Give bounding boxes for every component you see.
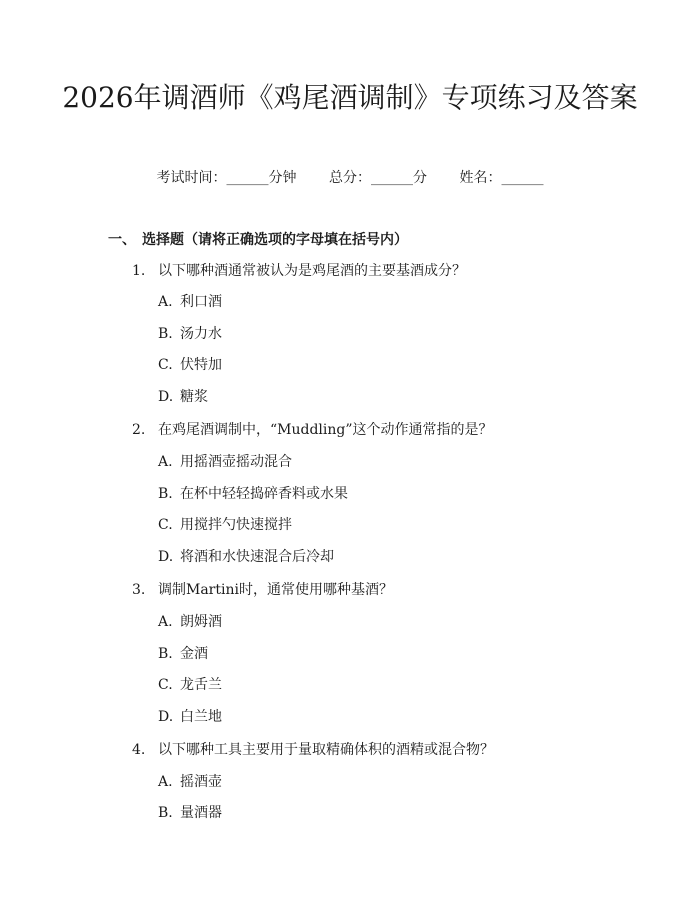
option-text: 量酒器 [180,805,222,821]
question-text: 调制Martini时，通常使用哪种基酒？ [158,582,393,598]
option-letter: B. [158,326,173,342]
option-text: 用搅拌勺快速搅拌 [180,517,292,533]
document-title: 2026年调酒师《鸡尾酒调制》专项练习及答案 [62,81,638,114]
question-4 [132,740,494,760]
option-text: 糖浆 [180,389,208,405]
option-4b [158,803,222,823]
option-1c [158,355,222,375]
option-letter: D. [158,389,174,405]
option-letter: C. [158,677,173,693]
option-letter: A. [158,294,173,310]
option-letter: D. [158,549,174,565]
option-4a [158,772,222,792]
section-title: 选择题（请将正确选项的字母填在括号内） [142,232,408,248]
option-letter: B. [158,646,173,662]
option-letter: A. [158,774,173,790]
option-text: 在杯中轻轻捣碎香料或水果 [180,486,348,502]
option-text: 朗姆酒 [180,614,222,630]
option-1d [158,387,208,407]
option-2d [158,547,334,567]
question-text: 以下哪种工具主要用于量取精确体积的酒精或混合物？ [158,742,494,758]
option-letter: C. [158,517,173,533]
question-number: 1. [132,263,146,279]
option-text: 汤力水 [180,326,222,342]
option-letter: A. [158,614,173,630]
question-text: 以下哪种酒通常被认为是鸡尾酒的主要基酒成分？ [158,263,466,279]
option-2b [158,484,348,504]
question-number: 2. [132,422,146,438]
option-letter: B. [158,805,173,821]
exam-time: 考试时间：______分钟 [156,170,297,186]
option-letter: C. [158,357,173,373]
option-2c [158,515,292,535]
option-text: 利口酒 [180,294,222,310]
exam-meta [0,168,700,188]
student-name: 姓名：______ [459,170,544,186]
option-letter: D. [158,709,174,725]
question-text: 在鸡尾酒调制中，“Muddling”这个动作通常指的是？ [158,422,493,438]
section-heading [108,230,408,250]
option-1a [158,292,222,312]
option-3b [158,644,208,664]
question-2 [132,420,493,440]
option-3d [158,707,222,727]
question-number: 4. [132,742,146,758]
option-text: 伏特加 [180,357,222,373]
question-3 [132,580,393,600]
question-1 [132,261,466,281]
total-score: 总分：______分 [329,170,427,186]
option-3c [158,675,222,695]
option-letter: A. [158,454,173,470]
option-1b [158,324,222,344]
section-number: 一、 [108,232,136,248]
option-text: 龙舌兰 [180,677,222,693]
option-text: 用摇酒壶摇动混合 [180,454,292,470]
option-text: 将酒和水快速混合后冷却 [180,549,334,565]
question-number: 3. [132,582,146,598]
option-text: 金酒 [180,646,208,662]
option-text: 白兰地 [180,709,222,725]
option-text: 摇酒壶 [180,774,222,790]
option-letter: B. [158,486,173,502]
option-2a [158,452,292,472]
option-3a [158,612,222,632]
